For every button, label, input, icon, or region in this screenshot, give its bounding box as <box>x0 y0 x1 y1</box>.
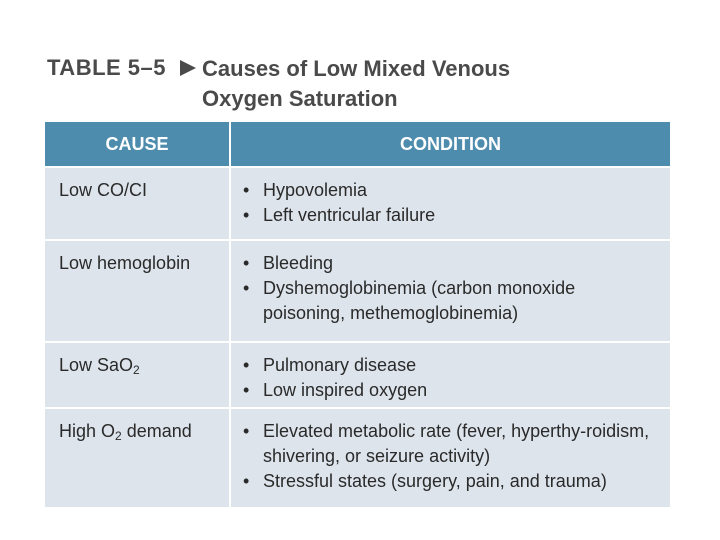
condition-item: • Left ventricular failure <box>243 203 660 228</box>
table-row <box>45 341 670 407</box>
condition-cell <box>231 343 670 407</box>
condition-item: • Bleeding <box>243 251 660 276</box>
bullet-icon: • <box>243 278 250 298</box>
bullet-icon: • <box>243 205 250 225</box>
condition-item: • Elevated metabolic rate (fever, hyperthy-roidism, shivering, or seizure activity) <box>243 419 660 469</box>
table-row <box>45 239 670 341</box>
bullet-icon: • <box>243 180 250 200</box>
table-number: TABLE 5–5 <box>47 55 167 80</box>
triangle-arrow-icon <box>180 60 196 76</box>
condition-item: • Pulmonary disease <box>243 353 660 378</box>
cause-cell: Low hemoglobin <box>45 241 231 341</box>
condition-cell <box>231 168 670 239</box>
bullet-icon: • <box>243 355 250 375</box>
bullet-icon: • <box>243 380 250 400</box>
condition-item: • Low inspired oxygen <box>243 378 660 403</box>
cause-cell: Low CO/CI <box>45 168 231 239</box>
table-title <box>47 54 572 114</box>
table-caption: Causes of Low Mixed Venous Oxygen Saturation <box>202 56 511 111</box>
table-row <box>45 407 670 507</box>
causes-table <box>45 122 670 507</box>
table-row <box>45 166 670 239</box>
bullet-icon: • <box>243 471 250 491</box>
condition-cell <box>231 409 670 507</box>
cause-cell: Low SaO$_2$ <box>45 343 231 407</box>
bullet-icon: • <box>243 253 250 273</box>
condition-item: • Stressful states (surgery, pain, and trauma) <box>243 469 660 494</box>
header-condition: CONDITION <box>400 133 501 154</box>
header-cause: CAUSE <box>45 122 231 166</box>
table-header-row <box>45 122 670 166</box>
bullet-icon: • <box>243 421 250 441</box>
condition-item: • Hypovolemia <box>243 178 660 203</box>
cause-cell: High $O_2$ demand <box>45 409 231 507</box>
condition-cell <box>231 241 670 341</box>
condition-item: • Dyshemoglobinemia (carbon monoxide poisoning, methemoglobinemia) <box>243 276 660 326</box>
